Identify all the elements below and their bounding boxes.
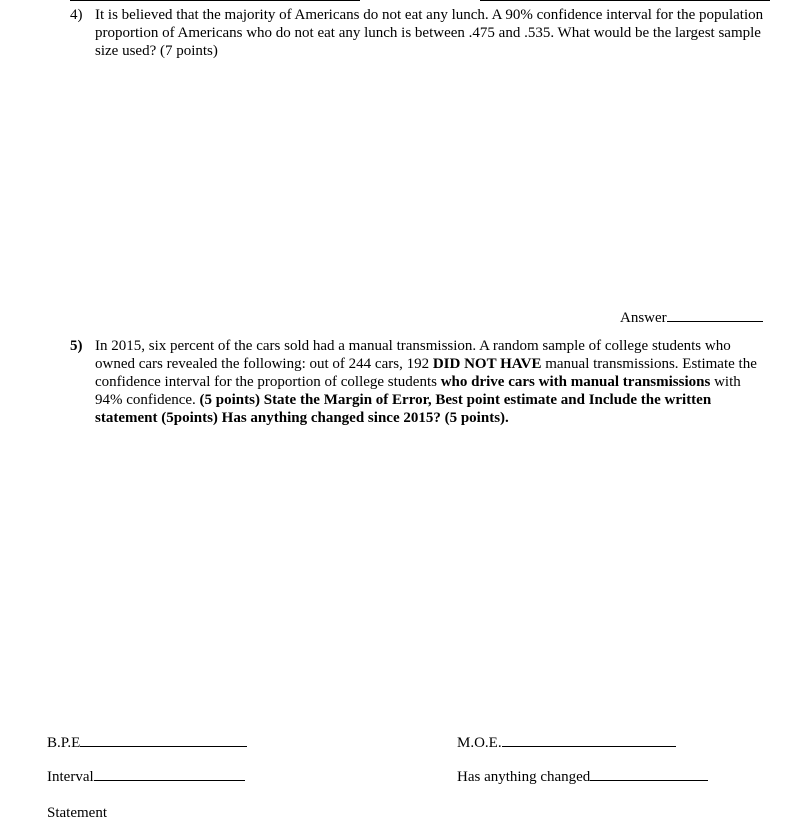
interval-blank[interactable] [94,767,245,781]
question-5-emphasis-did-not-have: DID NOT HAVE [432,356,542,372]
header-name-line [70,0,360,1]
answer-label: Answer [620,310,667,326]
question-5-number: 5) [70,338,83,354]
question-4 [70,6,770,60]
statement-label: Statement [47,805,107,821]
moe-label: M.O.E. [457,735,502,751]
changed-blank[interactable] [590,767,708,781]
header-id-line [480,0,770,1]
moe-blank[interactable] [502,733,676,747]
question-5-text-part1: In 2015, six percent of the cars sold had a manual transmission. A random sample of college students who owned cars revealed the following: out of 244 cars, 192 [95,338,731,372]
question-5-text-part2: manual transmissions. Estimate the confidence interval for the proportion of college students [95,356,757,390]
answer-blank[interactable] [667,308,763,322]
question-5-text-part3: with 94% confidence. [95,374,741,408]
bpe-field[interactable] [47,733,247,752]
question-5-text [95,337,770,427]
bpe-blank[interactable] [80,733,247,747]
question-5-emphasis-instructions: (5 points) State the Margin of Error, Best point estimate and Include the written statement (5points) Has anything changed since 2015? (5 points). [95,392,712,426]
changed-field[interactable] [457,767,708,786]
interval-label: Interval [47,769,94,785]
changed-label: Has anything changed [457,769,591,785]
answer-field[interactable] [620,308,763,327]
interval-field[interactable] [47,767,245,786]
question-4-text: It is believed that the majority of Americans do not eat any lunch. A 90% confidence interval for the population proportion of Americans who do not eat any lunch is between .475 and .535. What would be the largest sample size used? (7 points) [95,7,764,59]
question-4-number: 4) [70,7,83,23]
statement-field[interactable] [47,804,107,822]
bpe-label: B.P.E [47,735,81,751]
question-5-emphasis-manual: who drive cars with manual transmissions [440,374,711,390]
moe-field[interactable] [457,733,676,752]
question-5 [70,337,770,427]
